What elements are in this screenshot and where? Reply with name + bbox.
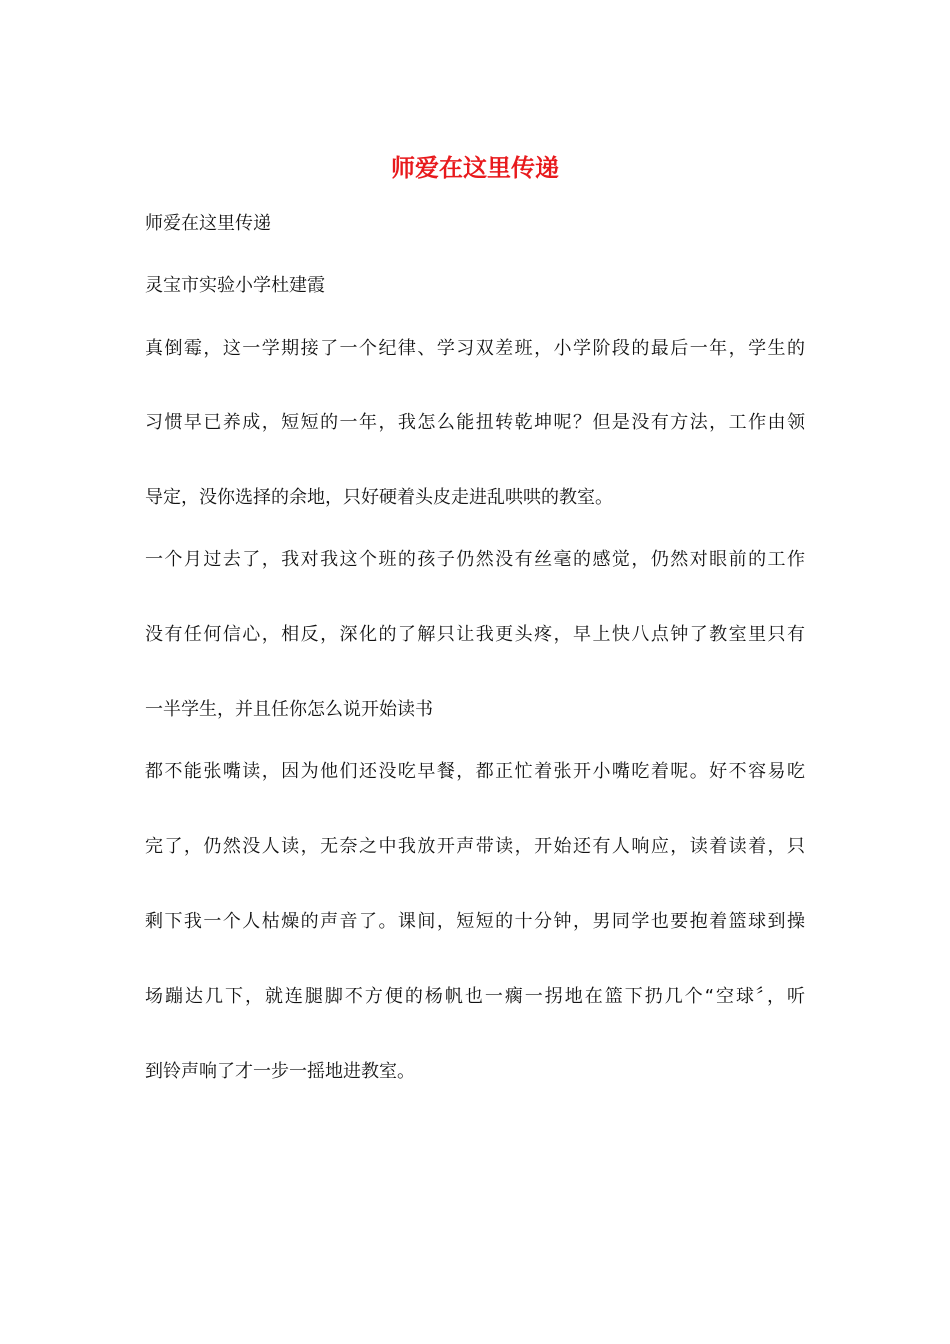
document-title: 师爱在这里传递 — [391, 153, 559, 182]
paragraph-1-line-1: 真倒霉，这一学期接了一个纪律、学习双差班，小学阶段的最后一年，学生的 — [145, 338, 805, 359]
author-line: 灵宝市实验小学杜建霞 — [145, 275, 325, 296]
paragraph-3-line-4: 场蹦达几下，就连腿脚不方便的杨帆也一瘸一拐地在篮下扔几个“空球〞，听 — [145, 986, 805, 1007]
paragraph-3-line-3: 剩下我一个人枯燥的声音了。课间，短短的十分钟，男同学也要抱着篮球到操 — [145, 911, 805, 932]
paragraph-2-line-1: 一个月过去了，我对我这个班的孩子仍然没有丝毫的感觉，仍然对眼前的工作 — [145, 549, 805, 570]
paragraph-3-line-2: 完了，仍然没人读，无奈之中我放开声带读，开始还有人响应，读着读着，只 — [145, 836, 805, 857]
paragraph-2-line-2: 没有任何信心，相反，深化的了解只让我更头疼，早上快八点钟了教室里只有 — [145, 624, 805, 645]
paragraph-2-line-3: 一半学生，并且任你怎么说开始读书 — [145, 699, 433, 720]
paragraph-3-line-1: 都不能张嘴读，因为他们还没吃早餐，都正忙着张开小嘴吃着呢。好不容易吃 — [145, 761, 805, 782]
paragraph-1-line-2: 习惯早已养成，短短的一年，我怎么能扭转乾坤呢？但是没有方法，工作由领 — [145, 412, 805, 433]
document-subtitle: 师爱在这里传递 — [145, 213, 271, 234]
paragraph-1-line-3: 导定，没你选择的余地，只好硬着头皮走进乱哄哄的教室。 — [145, 487, 613, 508]
paragraph-3-line-5: 到铃声响了才一步一摇地进教室。 — [145, 1061, 415, 1082]
